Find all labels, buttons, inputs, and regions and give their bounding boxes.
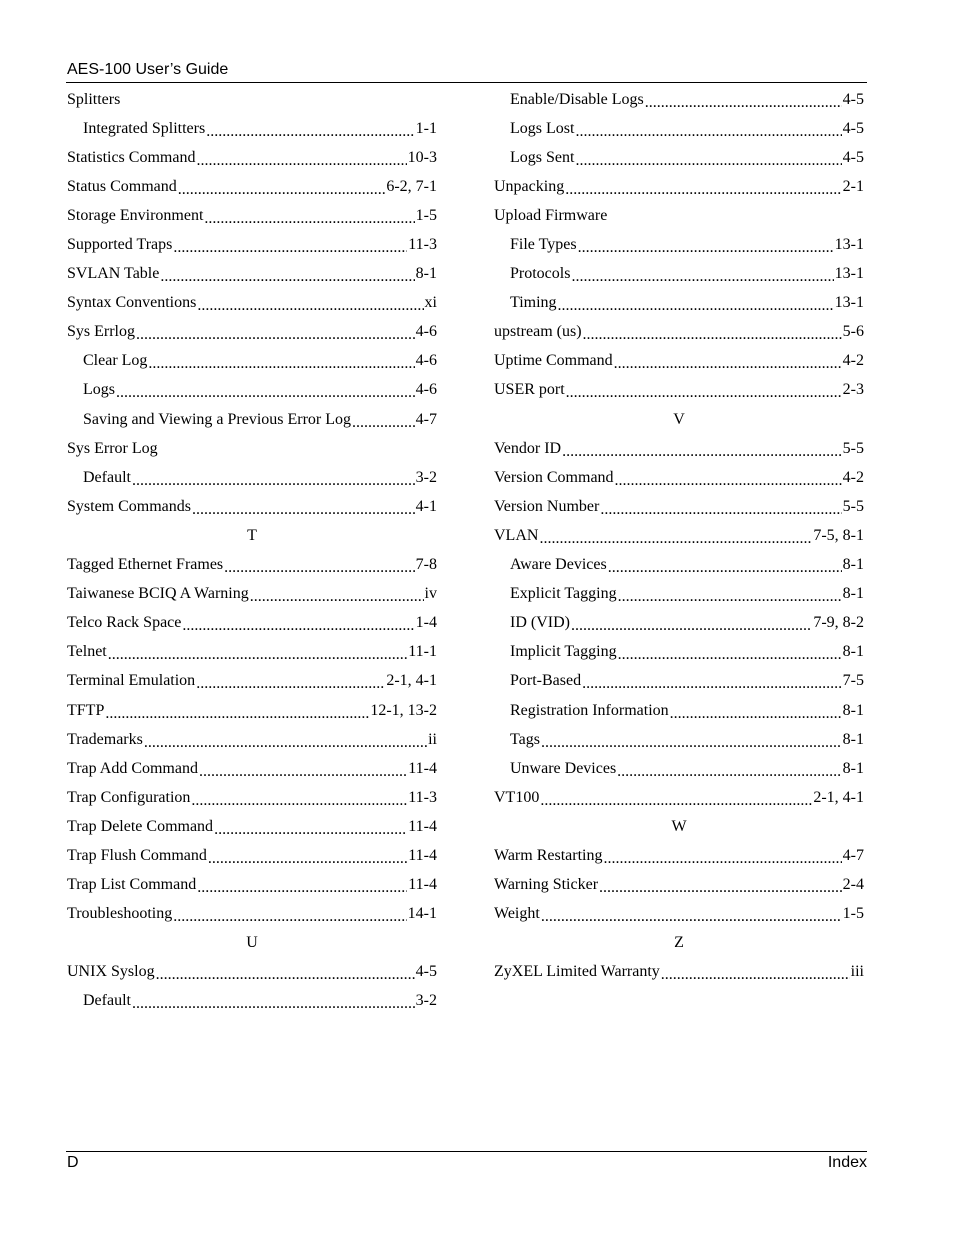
index-term: upstream (us) [494,323,582,341]
dot-leader [562,445,842,459]
dot-leader [132,997,415,1011]
index-term: ZyXEL Limited Warranty [494,963,660,981]
index-entry [67,667,437,696]
index-entry [67,783,437,812]
index-page-reference: 4-2 [842,468,864,486]
index-entry [67,725,437,754]
index-subentry [67,987,437,1016]
index-term: System Commands [67,497,192,515]
dot-leader [565,183,841,197]
dot-leader [173,910,406,924]
index-subentry [494,114,864,143]
index-subentry [494,696,864,725]
index-page-reference: xi [424,294,437,312]
index-page-reference: 4-5 [415,963,437,981]
index-subentry [494,143,864,172]
index-page-reference: 2-3 [842,381,864,399]
index-term: Unpacking [494,177,565,195]
index-page-reference: 13-1 [834,294,864,312]
index-entry [67,696,437,725]
index-entry [67,609,437,638]
index-page-reference: 11-3 [408,236,437,254]
index-page-reference: 14-1 [407,905,437,923]
dot-leader [566,386,842,400]
dot-leader [615,474,842,488]
dot-leader [199,765,407,779]
index-page-reference: 5-5 [842,439,864,457]
index-subentry [494,638,864,667]
index-term: Implicit Tagging [510,643,617,661]
index-term: Trap Flush Command [67,846,207,864]
dot-leader [132,474,415,488]
index-page-reference: 1-5 [415,206,437,224]
index-page-reference: 10-3 [407,148,437,166]
dot-leader [191,794,407,808]
index-term: Terminal Emulation [67,672,196,690]
index-term: Trap Configuration [67,788,191,806]
index-term: Saving and Viewing a Previous Error Log [83,410,352,428]
index-subentry [494,609,864,638]
dot-leader [352,416,415,430]
dot-leader [105,707,369,721]
index-page-reference: 12-1, 13-2 [370,701,437,719]
index-entry [67,260,437,289]
index-column-right [494,85,864,987]
index-entry [67,812,437,841]
index-entry [494,201,864,230]
index-term: Vendor ID [494,439,562,457]
dot-leader [603,852,841,866]
index-entry [67,201,437,230]
index-term: Sys Errlog [67,323,135,341]
index-entry [494,172,864,201]
dot-leader [250,590,424,604]
index-letter-heading [494,929,864,958]
dot-leader [160,270,414,284]
index-page-reference: 7-5 [842,672,864,690]
dot-leader [618,648,842,662]
dot-leader [208,852,407,866]
index-page-reference: 4-1 [415,497,437,515]
index-term: TFTP [67,701,105,719]
dot-leader [224,561,415,575]
dot-leader [192,503,415,517]
index-entry [67,85,437,114]
index-term: Version Command [494,468,614,486]
index-letter-heading [494,812,864,841]
dot-leader [608,561,842,575]
index-page-reference: 13-1 [834,236,864,254]
dot-leader [116,386,415,400]
index-term: Default [83,992,131,1010]
index-entry [494,900,864,929]
index-page-reference: 11-4 [408,759,437,777]
index-entry [494,347,864,376]
index-term: Explicit Tagging [510,585,617,603]
index-term: Warning Sticker [494,876,599,894]
index-term: SVLAN Table [67,265,160,283]
dot-leader [583,328,842,342]
index-term: Supported Traps [67,236,173,254]
index-subentry [494,85,864,114]
index-column-left [67,85,437,1016]
index-term: Troubleshooting [67,905,173,923]
index-entry [67,143,437,172]
letter-heading-text: W [671,817,687,835]
index-term: Integrated Splitters [83,119,206,137]
index-page-reference: 4-7 [415,410,437,428]
index-page-reference: 4-6 [415,352,437,370]
index-entry [67,638,437,667]
index-term: Clear Log [83,352,148,370]
page-header-title: AES-100 User’s Guide [67,61,229,78]
index-term: UNIX Syslog [67,963,155,981]
index-entry [67,318,437,347]
index-term: Telnet [67,643,107,661]
dot-leader [197,299,423,313]
index-term: Splitters [67,90,121,108]
dot-leader [540,794,812,808]
index-term: ID (VID) [510,614,570,632]
index-page-reference: 7-9, 8-2 [813,614,864,632]
index-entry [494,841,864,870]
index-term: Unware Devices [510,759,617,777]
index-page-reference: 4-2 [842,352,864,370]
index-page-reference: 11-4 [408,846,437,864]
index-entry [67,900,437,929]
dot-leader [156,968,415,982]
index-page-reference: 13-1 [834,265,864,283]
index-page-reference: 8-1 [842,643,864,661]
index-entry [67,230,437,259]
index-term: Tags [510,730,540,748]
dot-leader [214,823,407,837]
index-letter-heading [494,405,864,434]
index-term: VT100 [494,788,540,806]
letter-heading-text: Z [674,934,684,952]
index-page-reference: 2-1, 4-1 [813,788,864,806]
index-page-reference: 8-1 [842,759,864,777]
dot-leader [661,968,850,982]
index-page-reference: 2-1, 4-1 [386,672,437,690]
index-page-reference: 11-1 [408,643,437,661]
index-subentry [494,580,864,609]
index-term: VLAN [494,526,539,544]
index-entry [67,551,437,580]
index-page-reference: 11-4 [408,817,437,835]
index-term: Taiwanese BCIQ A Warning [67,585,249,603]
letter-heading-text: V [673,410,685,428]
index-entry [494,871,864,900]
index-page-reference: 8-1 [842,556,864,574]
index-term: Status Command [67,177,177,195]
index-page-reference: 8-1 [842,730,864,748]
index-page-reference: 11-3 [408,788,437,806]
index-term: Storage Environment [67,206,204,224]
index-term: Syntax Conventions [67,294,197,312]
index-entry [67,754,437,783]
index-entry [494,521,864,550]
index-entry [67,958,437,987]
index-term: Registration Information [510,701,669,719]
index-term: Logs [83,381,115,399]
index-term: Trademarks [67,730,143,748]
index-page-reference: 3-2 [415,468,437,486]
dot-leader [599,881,842,895]
dot-leader [148,357,414,371]
index-subentry [67,347,437,376]
index-page-reference: 1-5 [842,905,864,923]
index-page-reference: 1-4 [415,614,437,632]
index-page-reference: 2-4 [842,876,864,894]
index-term: File Types [510,236,577,254]
dot-leader [173,241,407,255]
index-page-reference: 8-1 [842,585,864,603]
index-entry [494,463,864,492]
index-page-reference: 1-1 [415,119,437,137]
index-term: Trap List Command [67,876,197,894]
index-entry [67,289,437,318]
index-subentry [494,667,864,696]
index-page-reference: 6-2, 7-1 [386,177,437,195]
index-subentry [67,376,437,405]
dot-leader [600,503,841,517]
index-page-reference: 4-6 [415,381,437,399]
index-entry [494,783,864,812]
index-subentry [494,260,864,289]
index-page-reference: 4-5 [842,119,864,137]
index-page-reference: 4-5 [842,90,864,108]
index-page-reference: 4-7 [842,846,864,864]
dot-leader [571,619,812,633]
index-letter-heading [67,521,437,550]
index-page-reference: ii [428,730,437,748]
dot-leader [182,619,414,633]
dot-leader [204,212,414,226]
index-entry [67,434,437,463]
index-term: Statistics Command [67,148,196,166]
dot-leader [197,881,407,895]
dot-leader [575,154,841,168]
dot-leader [618,590,842,604]
index-page-reference: 2-1 [842,177,864,195]
index-entry [494,376,864,405]
index-subentry [67,114,437,143]
index-page-reference: iv [424,585,437,603]
index-term: Port-Based [510,672,582,690]
index-page-reference: 5-5 [842,497,864,515]
index-term: Trap Delete Command [67,817,214,835]
footer-divider [66,1151,867,1152]
index-term: Uptime Command [494,352,613,370]
index-entry [494,318,864,347]
index-term: Tagged Ethernet Frames [67,556,224,574]
dot-leader [196,154,406,168]
dot-leader [571,270,833,284]
dot-leader [614,357,842,371]
index-subentry [67,405,437,434]
index-letter-heading [67,929,437,958]
dot-leader [645,96,842,110]
index-entry [67,841,437,870]
dot-leader [108,648,408,662]
index-page-reference: iii [850,963,864,981]
header-divider [66,82,867,83]
index-term: Warm Restarting [494,846,603,864]
index-term: Aware Devices [510,556,607,574]
index-term: Weight [494,905,540,923]
index-term: Upload Firmware [494,206,608,224]
dot-leader [617,765,842,779]
index-term: Logs Sent [510,148,575,166]
dot-leader [541,736,842,750]
index-page-reference: 4-5 [842,148,864,166]
index-entry [67,871,437,900]
dot-leader [144,736,427,750]
dot-leader [575,125,841,139]
footer-section-name: Index [827,1154,867,1171]
index-page-reference: 11-4 [408,876,437,894]
index-entry [67,580,437,609]
index-term: Sys Error Log [67,439,158,457]
footer-page-letter: D [67,1154,79,1171]
index-page-reference: 4-6 [415,323,437,341]
index-term: Version Number [494,497,600,515]
dot-leader [578,241,834,255]
dot-leader [136,328,415,342]
letter-heading-text: T [247,526,257,544]
index-term: Telco Rack Space [67,614,182,632]
index-page-reference: 8-1 [415,265,437,283]
index-term: Enable/Disable Logs [510,90,644,108]
index-subentry [494,289,864,318]
index-page-reference: 5-6 [842,323,864,341]
dot-leader [582,677,842,691]
index-page-reference: 7-8 [415,556,437,574]
index-term: USER port [494,381,565,399]
index-page-reference: 8-1 [842,701,864,719]
index-page-reference: 7-5, 8-1 [813,526,864,544]
dot-leader [206,125,414,139]
index-entry [494,492,864,521]
index-entry [494,958,864,987]
dot-leader [196,677,385,691]
index-term: Protocols [510,265,571,283]
index-term: Timing [510,294,557,312]
letter-heading-text: U [246,934,258,952]
index-entry [67,492,437,521]
dot-leader [178,183,386,197]
index-entry [494,434,864,463]
index-page-reference: 3-2 [415,992,437,1010]
index-subentry [494,754,864,783]
index-term: Logs Lost [510,119,575,137]
index-term: Default [83,468,131,486]
index-subentry [494,551,864,580]
dot-leader [539,532,812,546]
index-term: Trap Add Command [67,759,198,777]
dot-leader [670,707,842,721]
index-subentry [494,725,864,754]
dot-leader [541,910,842,924]
index-subentry [67,463,437,492]
index-entry [67,172,437,201]
dot-leader [558,299,834,313]
index-subentry [494,230,864,259]
